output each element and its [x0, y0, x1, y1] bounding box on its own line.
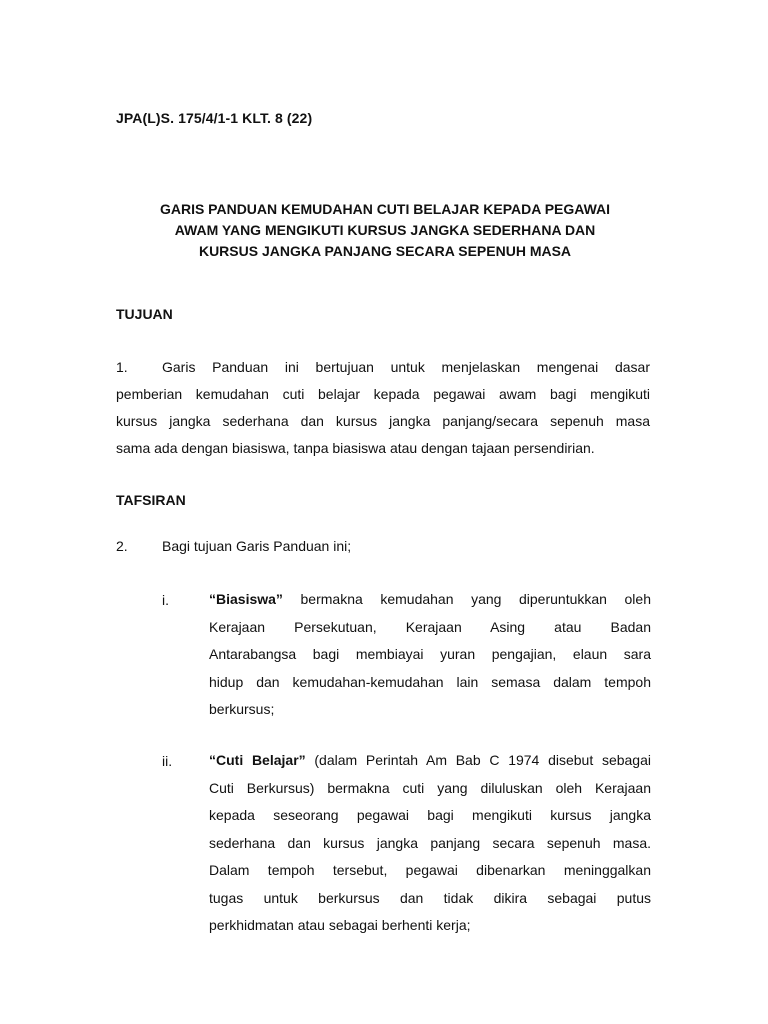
title-line: GARIS PANDUAN KEMUDAHAN CUTI BELAJAR KEPADA PEGAWAI [159, 201, 611, 217]
definition-line: kepada seseorang pegawai bagi mengikuti kursus jangka [209, 807, 651, 823]
definition-first-line [209, 747, 651, 775]
definition-line: Kerajaan Persekutuan, Kerajaan Asing atau Badan [209, 618, 651, 635]
definition-text: bermakna kemudahan yang diperuntukkan oleh [282, 591, 651, 607]
paragraph-line: pemberian kemudahan cuti belajar kepada pegawai awam bagi mengikuti [116, 386, 650, 402]
definition-line: hidup dan kemudahan-kemudahan lain semasa dalam tempoh [209, 673, 651, 690]
document-title [110, 199, 660, 262]
definition-line: perkhidmatan atau sebagai berhenti kerja; [209, 917, 471, 933]
defined-term: “Biasiswa” [209, 591, 283, 607]
reference-number: JPA(L)S. 175/4/1-1 KLT. 8 (22) [116, 110, 313, 126]
definition-line: Antarabangsa bagi membiayai yuran pengajian, elaun sara [209, 646, 651, 662]
definition-line: Dalam tempoh tersebut, pegawai dibenarkan meninggalkan [209, 862, 651, 878]
paragraph-1 [116, 354, 650, 462]
paragraph-number: 2. [116, 538, 128, 554]
paragraph-intro: Bagi tujuan Garis Panduan ini; [162, 538, 352, 554]
paragraph-line: Garis Panduan ini bertujuan untuk menjelaskan mengenai dasar [162, 359, 650, 375]
definition-first-line [209, 586, 651, 614]
item-numeral: i. [162, 592, 169, 608]
item-numeral: ii. [162, 753, 173, 769]
heading-tafsiran: TAFSIRAN [116, 492, 186, 508]
definition-line: Cuti Berkursus) bermakna cuti yang diluluskan oleh Kerajaan [209, 779, 651, 796]
paragraph-line: sama ada dengan biasiswa, tanpa biasiswa atau dengan tajaan persendirian. [116, 440, 595, 456]
heading-tujuan: TUJUAN [116, 306, 173, 322]
title-line: AWAM YANG MENGIKUTI KURSUS JANGKA SEDERHANA DAN [174, 222, 596, 238]
paragraph-number: 1. [116, 359, 128, 375]
definition-item [209, 586, 651, 724]
defined-term: “Cuti Belajar” [209, 752, 306, 768]
definition-line: berkursus; [209, 701, 275, 717]
title-line: KURSUS JANGKA PANJANG SECARA SEPENUH MASA [198, 243, 572, 259]
definition-line: tugas untuk berkursus dan tidak dikira sebagai putus [209, 889, 651, 906]
paragraph-line: kursus jangka sederhana dan kursus jangka panjang/secara sepenuh masa [116, 413, 650, 429]
definition-line: sederhana dan kursus jangka panjang secara sepenuh masa. [209, 834, 651, 851]
definition-item [209, 747, 651, 940]
definition-text: (dalam Perintah Am Bab C 1974 disebut sebagai [305, 752, 651, 768]
